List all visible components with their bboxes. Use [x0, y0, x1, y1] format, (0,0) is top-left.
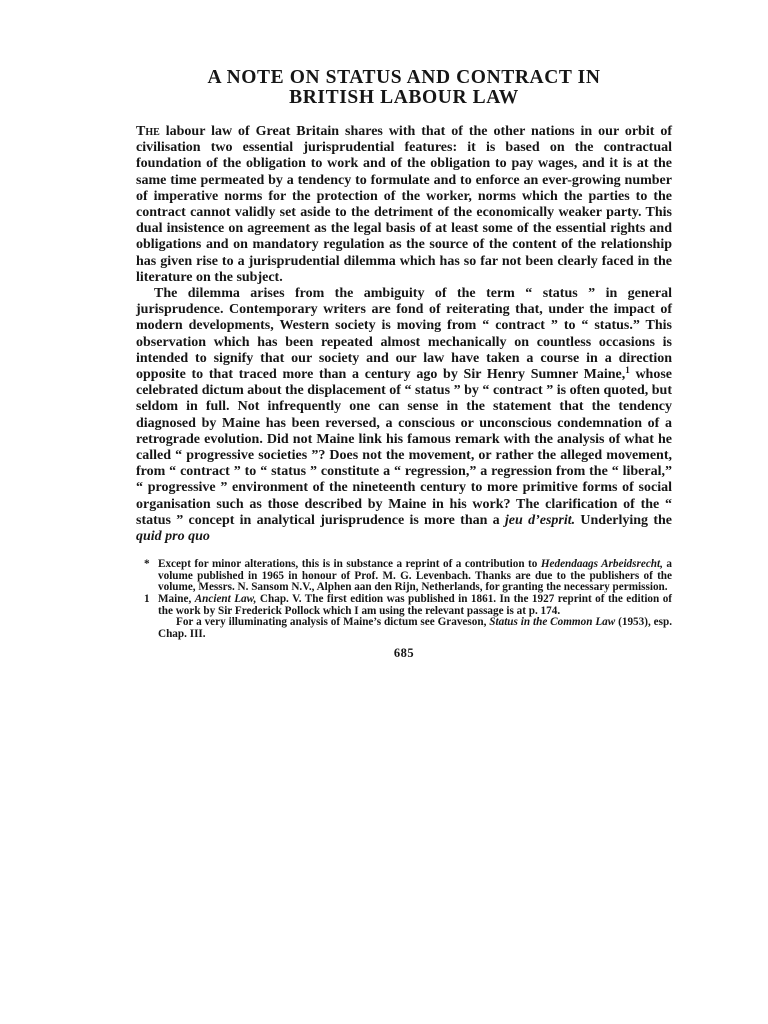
paragraph-1	[136, 124, 672, 286]
footnote-star-part-1: Except for minor alterations, this is in substance a reprint of a contribution to	[158, 558, 541, 571]
footnote-1-cont-part-2: (1953), esp. Chap. III.	[158, 616, 672, 640]
footnote-1-mark: 1	[144, 593, 150, 606]
footnote-1-part-2: Chap. V. The first edition was published in 1861. In the 1927 reprint of the edition of the work by Sir Frederick Pollock which I am using the relevant passage is at p. 174.	[158, 593, 673, 617]
paragraph-1-text: labour law of Great Britain shares with that of the other nations in our orbit of civilisation two essential jurisprudential features: it is based on the contractual foundation of the obligation to work and of the obligation to pay wages, and it is at the same time permeated by a tendency to formulate and to enforce an ever-growing number of imperative norms for the protection of the worker, norms which the parties to the contract cannot validly set aside to the detriment of the economically weaker party. This dual insistence on agreement as the legal basis of at least some of the essential rights and obligations and on mandatory regulation as the source of the content of the relationship has given rise to a jurisprudential dilemma which has so far not been clearly faced in the literature on the subject.	[136, 124, 672, 285]
paragraph-1-first-word: The	[136, 124, 160, 139]
article-title	[136, 68, 672, 108]
footnote-star	[136, 559, 672, 594]
footnotes	[136, 559, 672, 640]
footnote-1-cont-italic: Status in the Common Law	[489, 616, 616, 629]
paragraph-2-part-1: The dilemma arises from the ambiguity of the term “ status ” in general jurisprudence. Contemporary writers are fond of reiterating that, under the impact of modern developments, Western society is moving from “ contract ” to “ status.” This observation which has been repeated almost mechanically on countless occasions is intended to signify that our society and our law have taken a course in a direction opposite to that traced more than a century ago by Sir Henry Sumner Maine,	[136, 286, 672, 383]
footnote-1-cont-part-1: For a very illuminating analysis of Maine’s dictum see Graveson,	[176, 616, 490, 629]
paragraph-2-italic-2: quid pro quo	[136, 529, 210, 545]
paragraph-2-italic-1: jeu d’esprit.	[504, 512, 576, 528]
footnote-star-part-2: a volume published in 1965 in honour of Prof. M. G. Levenbach. Thanks are due to the publishers of the volume, Messrs. N. Sansom N.V., Alphen aan den Rijn, Netherlands, for granting the necessary permission.	[158, 558, 672, 594]
page-number: 685	[393, 646, 415, 661]
page	[136, 68, 672, 661]
footnote-1-continuation	[136, 617, 672, 640]
footnote-star-italic: Hedendaags Arbeidsrecht,	[540, 558, 663, 571]
title-line-2: BRITISH LABOUR LAW	[289, 87, 519, 108]
footnote-star-mark: *	[144, 558, 150, 571]
footnote-ref-1: 1	[625, 365, 630, 376]
footnote-1-italic: Ancient Law,	[194, 593, 257, 606]
footnote-1	[136, 594, 672, 617]
title-line-1: A NOTE ON STATUS AND CONTRACT IN	[207, 67, 601, 88]
paragraph-2	[136, 286, 672, 545]
footnote-1-part-1: Maine,	[158, 593, 195, 606]
paragraph-2-part-3: Underlying the	[575, 512, 672, 528]
paragraph-2-part-2: whose celebrated dictum about the displacement of “ status ” by “ contract ” is often quoted, but seldom in full. Not infrequently one can sense in the statement that the tendency diagnosed by Maine has been reversed, a conscious or unconscious condemnation of a retrograde evolution. Did not Maine link his famous remark with the analysis of what he called “ progressive societies ”? Does not the movement, or rather the alleged movement, from “ contract ” to “ status ” constitute a “ regression,” a regression from the “ liberal,” “ progressive ” environment of the nineteenth century to more primitive forms of social organisation such as those described by Maine in his work? The clarification of the “ status ” concept in analytical jurisprudence is more than a	[136, 367, 673, 528]
article-body	[136, 124, 672, 545]
